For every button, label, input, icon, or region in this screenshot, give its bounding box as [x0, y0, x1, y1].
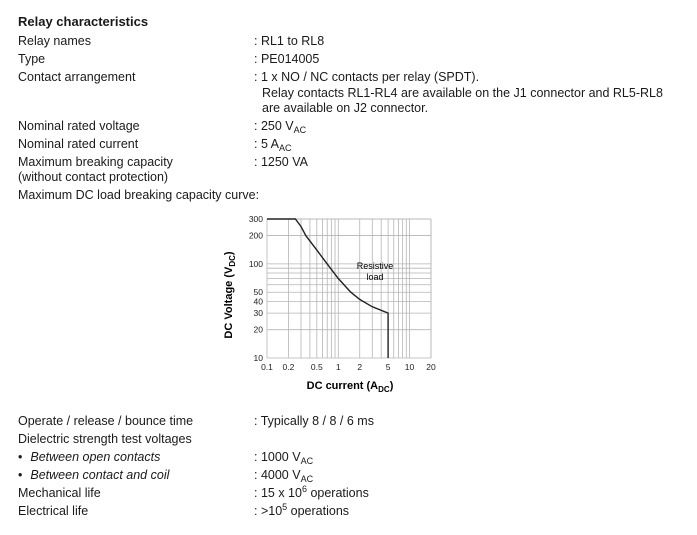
contact-coil-value: : 4000 $V_{AC}$ — [254, 468, 314, 484]
x-tick-label: 0.2 — [282, 362, 295, 372]
y-tick-label: 20 — [253, 324, 263, 335]
annotation-line-2: load — [366, 272, 384, 282]
contact-arrangement-line-3: are available on J2 connector. — [262, 101, 429, 115]
without-protection-note: (without contact protection) — [18, 170, 169, 184]
open-contacts-value: : 1000 $V_{AC}$ — [254, 450, 314, 466]
operate-time-label: Operate / release / bounce time — [18, 414, 194, 428]
x-tick-label: 0.5 — [310, 362, 323, 372]
contact-arrangement-label: Contact arrangement — [18, 70, 136, 84]
electrical-life-value: : $>10^5$ operations — [254, 502, 350, 518]
contact-arrangement-line-2: Relay contacts RL1-RL4 are available on the J1 connector and RL5-RL8 — [262, 86, 663, 100]
nominal-voltage-label: Nominal rated voltage — [18, 119, 140, 133]
y-axis-label: DC Voltage $(V_{DC})$ — [223, 251, 237, 339]
chart-ticks — [249, 214, 436, 372]
y-tick-label: 100 — [248, 258, 263, 269]
breaking-capacity-label: Maximum breaking capacity — [18, 155, 173, 169]
x-tick-label: 1 — [335, 362, 341, 372]
relay-names-label: Relay names — [18, 34, 91, 48]
mechanical-life-label: Mechanical life — [18, 486, 101, 500]
y-tick-label: 10 — [253, 353, 263, 363]
nominal-voltage-value: : 250 $V_{AC}$ — [254, 119, 307, 135]
x-tick-label: 10 — [404, 362, 415, 372]
y-tick-label: 40 — [253, 296, 263, 307]
chart-grid — [267, 219, 431, 358]
x-tick-label: 20 — [426, 362, 436, 372]
dc-breaking-capacity-chart — [215, 208, 455, 398]
section-title: Relay characteristics — [18, 14, 149, 29]
x-axis-label: DC current $(A_{DC})$ — [306, 380, 394, 394]
x-tick-label: 2 — [357, 362, 363, 372]
y-tick-label: 200 — [248, 230, 263, 241]
x-tick-label: 0.1 — [261, 362, 273, 372]
operate-time-value: : Typically 8 / 8 / 6 ms — [254, 414, 374, 428]
contact-arrangement-value: : 1 x NO / NC contacts per relay (SPDT). — [254, 70, 480, 84]
mechanical-life-value: : 15 x $10^6$ operations — [254, 484, 369, 500]
nominal-current-value: : 5 $A_{AC}$ — [254, 137, 292, 153]
y-tick-label: 30 — [253, 308, 263, 319]
type-label: Type — [18, 52, 46, 66]
y-tick-label: 300 — [248, 214, 263, 224]
curve-heading: Maximum DC load breaking capacity curve: — [18, 188, 260, 202]
nominal-current-label: Nominal rated current — [18, 137, 139, 151]
relay-names-value: : RL1 to RL8 — [254, 34, 325, 48]
contact-coil-label: • Between contact and coil — [18, 468, 170, 482]
type-value: : PE014005 — [254, 52, 320, 66]
electrical-life-label: Electrical life — [18, 504, 89, 518]
open-contacts-label: • Between open contacts — [18, 450, 161, 464]
x-tick-label: 5 — [385, 362, 391, 372]
y-tick-label: 50 — [253, 287, 263, 298]
annotation-line-1: Resistive — [356, 261, 394, 271]
dielectric-label: Dielectric strength test voltages — [18, 432, 192, 446]
breaking-capacity-value: : 1250 VA — [254, 155, 308, 169]
